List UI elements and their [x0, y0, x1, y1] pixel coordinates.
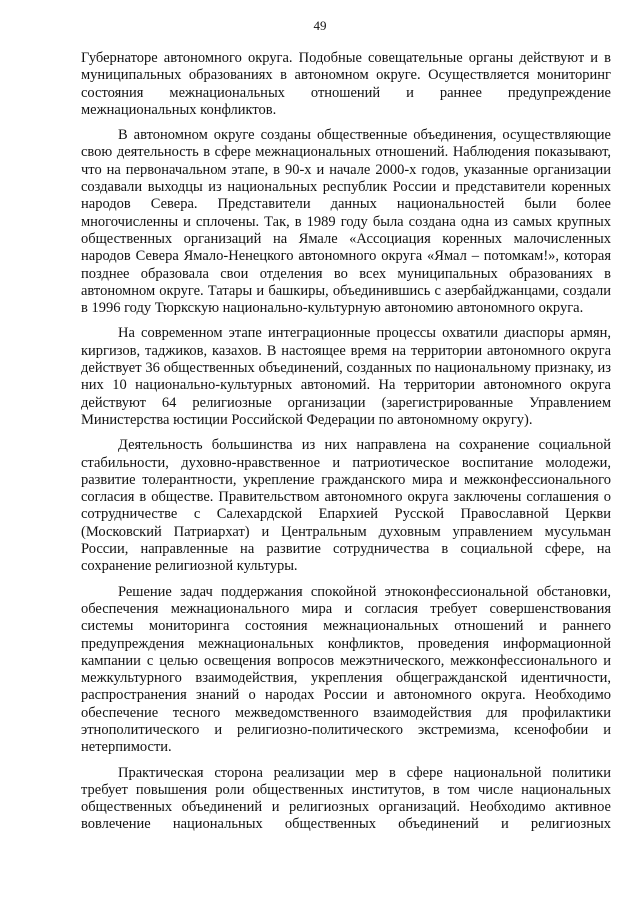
page-number: 49 — [313, 18, 327, 33]
paragraph-tasks: Решение задач поддержания спокойной этноконфессиональной обстановки, обеспечения межнационального мира и согласия требует совершенствования системы мониторинга состояния межнациональных отношений и раннего предупреждения межнациональных конфликтов, проведения информационной кампании с целью освещения вопросов межэтнического, межконфессионального и межкультурного взаимодействия, укрепления общегражданской идентичности, распространения знаний о народах России и автономного округа. Необходимо обеспечение тесного межведомственного взаимодействия для профилактики этнополитического и религиозно-политического экстремизма, ксенофобии и нетерпимости. — [81, 583, 611, 756]
paragraph-continuation: Губернаторе автономного округа. Подобные совещательные органы действуют и в муниципальных образованиях в автономном округе. Осуществляется мониторинг состояния межнациональных отношений и раннее предупреждение межнациональных конфликтов. — [81, 50, 611, 118]
paragraph-practical-side: Практическая сторона реализации мер в сфере национальной политики требует повышения роли общественных институтов, в том числе национальных общественных объединений и религиозных организаций. Необходимо активное вовлечение национальных общественных объединений и религиозных — [81, 764, 611, 833]
body-text — [81, 50, 611, 842]
paragraph-activities: Деятельность большинства из них направлена на сохранение социальной стабильности, духовно-нравственное и патриотическое воспитание молодежи, развитие толерантности, укрепление гражданского мира и межконфессионального согласия в обществе. Правительством автономного округа заключены соглашения о сотрудничестве с Салехардской Епархией Русской Православной Церкви (Московский Патриархат) и Центральным духовным управлением мусульман России, направленные на развитие сотрудничества в социальной сфере, на сохранение религиозной культуры. — [81, 437, 611, 575]
paragraph-integration-processes: На современном этапе интеграционные процессы охватили диаспоры армян, киргизов, таджиков, казахов. В настоящее время на территории автономного округа действует 36 общественных объединений, созданных по национальному признаку, из них 10 национально-культурных автономий. На территории автономного округа действуют 64 религиозные организации (зарегистрированные Управлением Министерства юстиции Российской Федерации по автономному округу). — [81, 325, 611, 428]
paragraph-public-associations: В автономном округе созданы общественные объединения, осуществляющие свою деятельность в сфере межнациональных отношений. Наблюдения показывают, что на первоначальном этапе, в 90-х и начале 2000-х годов, указанные организации создавали выходцы из национальных республик России и представители коренных народов Севера. Представители данных национальностей были более многочисленны и сплочены. Так, в 1989 году была создана одна из самых крупных общественных организаций на Ямале «Ассоциация коренных малочисленных народов Севера Ямало-Ненецкого автономного округа «Ямал – потомкам!», которая позднее образовала свои отделения во всех муниципальных образованиях в автономном округе. Татары и башкиры, объединившись с азербайджанцами, создали в 1996 году Тюркскую национально-культурную автономию автономного округа. — [81, 127, 611, 317]
